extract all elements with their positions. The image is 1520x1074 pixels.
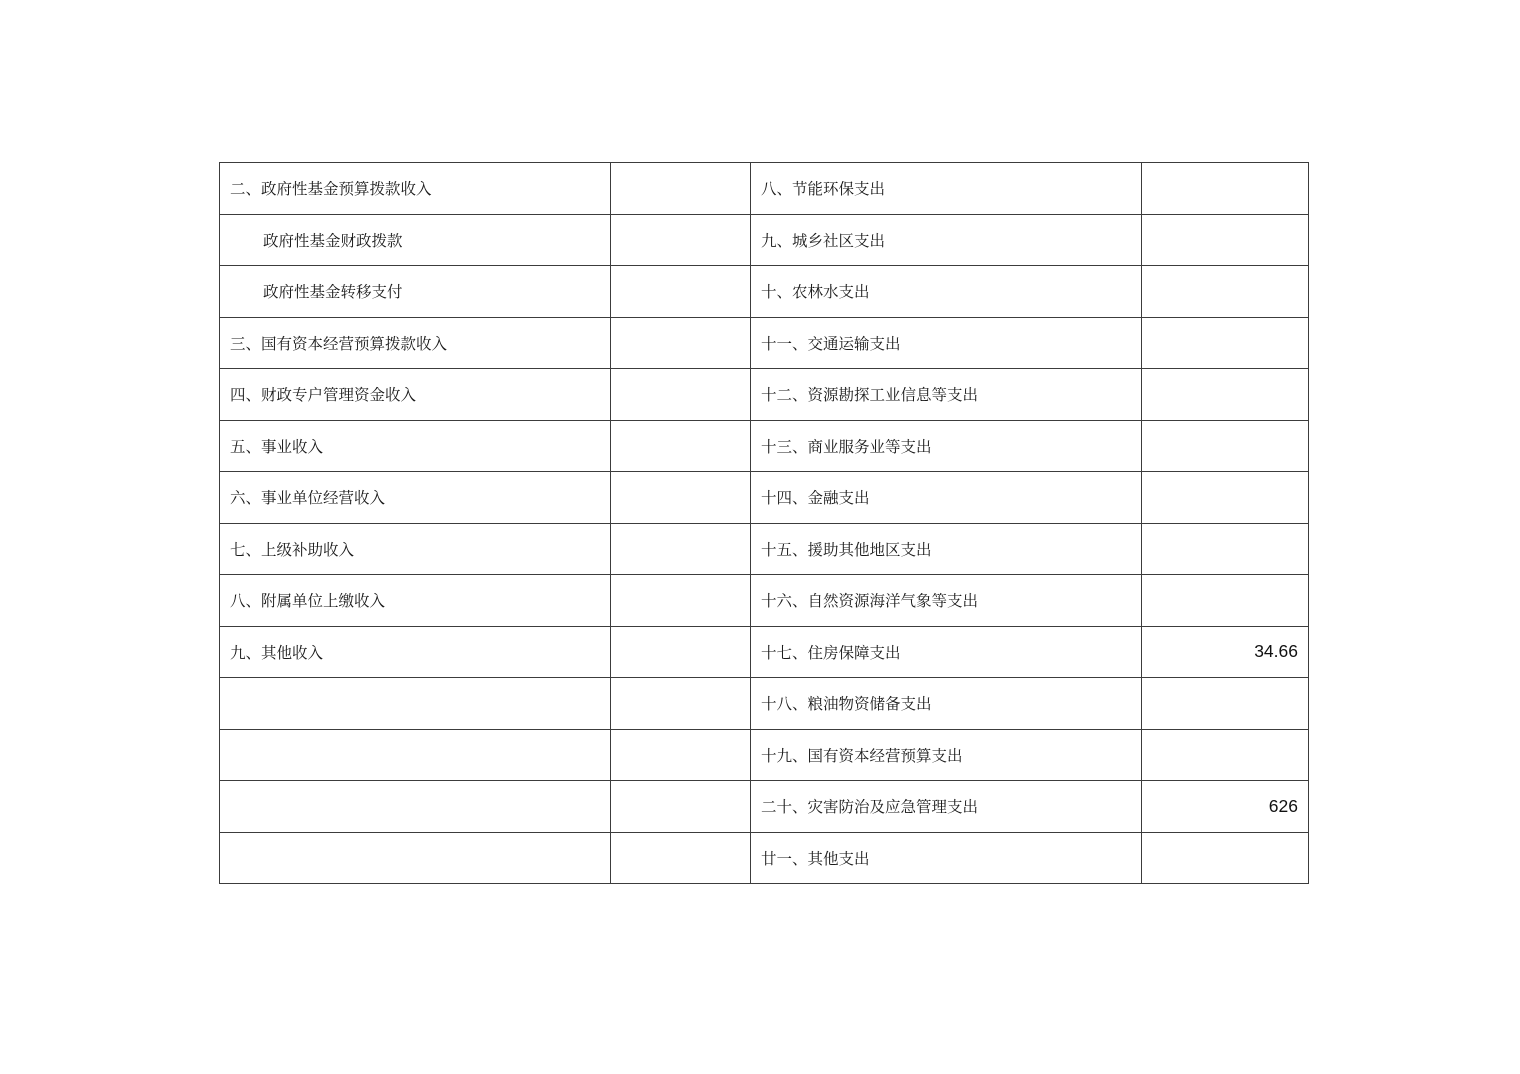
budget-table-body (220, 163, 1309, 884)
income-item-amount (611, 163, 751, 215)
income-item-label (220, 781, 611, 833)
expense-item-amount (1142, 369, 1309, 421)
income-item-amount (611, 317, 751, 369)
expense-item-label: 十三、商业服务业等支出 (751, 420, 1142, 472)
expense-item-amount: 34.66 (1142, 626, 1309, 678)
table-row (220, 832, 1309, 884)
expense-item-label: 九、城乡社区支出 (751, 214, 1142, 266)
expense-item-amount (1142, 317, 1309, 369)
table-row (220, 472, 1309, 524)
table-row (220, 575, 1309, 627)
budget-table (219, 162, 1309, 884)
income-item-amount (611, 678, 751, 730)
expense-item-label: 十一、交通运输支出 (751, 317, 1142, 369)
table-row (220, 163, 1309, 215)
income-item-label: 九、其他收入 (220, 626, 611, 678)
expense-item-amount (1142, 575, 1309, 627)
income-item-label: 四、财政专户管理资金收入 (220, 369, 611, 421)
expense-item-amount (1142, 678, 1309, 730)
income-item-label: 七、上级补助收入 (220, 523, 611, 575)
expense-item-label: 十九、国有资本经营预算支出 (751, 729, 1142, 781)
expense-item-amount (1142, 163, 1309, 215)
expense-item-label: 十七、住房保障支出 (751, 626, 1142, 678)
income-item-label (220, 678, 611, 730)
table-row (220, 523, 1309, 575)
expense-item-amount (1142, 832, 1309, 884)
income-item-amount (611, 266, 751, 318)
expense-item-label: 十六、自然资源海洋气象等支出 (751, 575, 1142, 627)
income-item-amount (611, 781, 751, 833)
income-item-amount (611, 523, 751, 575)
expense-item-label: 十五、援助其他地区支出 (751, 523, 1142, 575)
expense-item-amount (1142, 472, 1309, 524)
income-item-label (220, 729, 611, 781)
expense-item-label: 廿一、其他支出 (751, 832, 1142, 884)
table-row (220, 214, 1309, 266)
table-row (220, 781, 1309, 833)
table-row (220, 317, 1309, 369)
expense-item-amount (1142, 420, 1309, 472)
income-item-label: 二、政府性基金预算拨款收入 (220, 163, 611, 215)
income-item-amount (611, 575, 751, 627)
income-item-label: 政府性基金财政拨款 (220, 214, 611, 266)
table-row (220, 266, 1309, 318)
table-row (220, 626, 1309, 678)
expense-item-amount (1142, 523, 1309, 575)
income-item-label (220, 832, 611, 884)
expense-item-label: 十、农林水支出 (751, 266, 1142, 318)
table-row (220, 678, 1309, 730)
expense-item-amount (1142, 214, 1309, 266)
income-item-amount (611, 214, 751, 266)
income-item-amount (611, 472, 751, 524)
income-item-amount (611, 369, 751, 421)
table-row (220, 729, 1309, 781)
income-item-label: 三、国有资本经营预算拨款收入 (220, 317, 611, 369)
income-item-label: 五、事业收入 (220, 420, 611, 472)
expense-item-label: 八、节能环保支出 (751, 163, 1142, 215)
income-item-amount (611, 626, 751, 678)
table-row (220, 369, 1309, 421)
expense-item-amount (1142, 266, 1309, 318)
income-item-amount (611, 420, 751, 472)
income-item-amount (611, 832, 751, 884)
expense-item-label: 二十、灾害防治及应急管理支出 (751, 781, 1142, 833)
expense-item-amount (1142, 729, 1309, 781)
income-item-label: 八、附属单位上缴收入 (220, 575, 611, 627)
expense-item-label: 十二、资源勘探工业信息等支出 (751, 369, 1142, 421)
expense-item-label: 十四、金融支出 (751, 472, 1142, 524)
income-item-amount (611, 729, 751, 781)
expense-item-label: 十八、粮油物资储备支出 (751, 678, 1142, 730)
expense-item-amount: 626 (1142, 781, 1309, 833)
income-item-label: 六、事业单位经营收入 (220, 472, 611, 524)
table-row (220, 420, 1309, 472)
income-item-label: 政府性基金转移支付 (220, 266, 611, 318)
